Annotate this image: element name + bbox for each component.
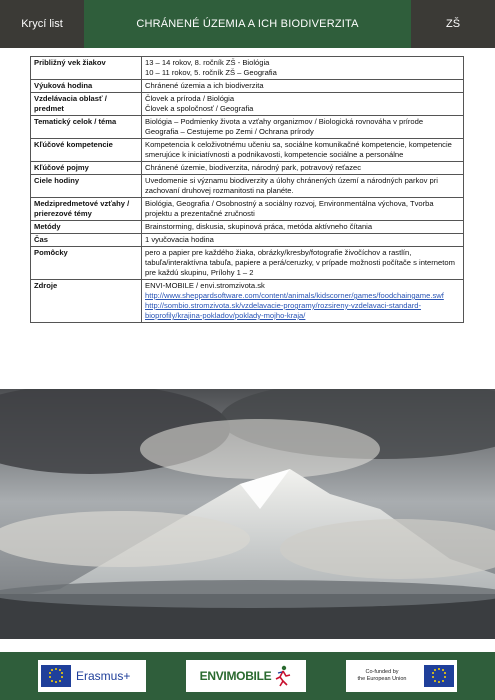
row-key: Čas [31, 234, 142, 247]
eu-flag-icon [424, 665, 454, 687]
row-value [142, 198, 464, 221]
row-key: Pomôcky [31, 247, 142, 280]
source-link-1[interactable]: http://www.sheppardsoftware.com/content/animals/kidscorner/games/foodchaingame.swf [145, 291, 444, 300]
running-figure-icon [274, 665, 292, 687]
row-value [142, 139, 464, 162]
row-value-line: 13 – 14 rokov, 8. ročník ZŠ - Biológia [145, 58, 270, 67]
row-key: Medzipredmetové vzťahy / prierezové témy [31, 198, 142, 221]
row-value [142, 80, 464, 93]
table-row [31, 175, 464, 198]
erasmus-logo [38, 660, 146, 692]
table-row [31, 57, 464, 80]
table-row [31, 198, 464, 221]
row-key: Ciele hodiny [31, 175, 142, 198]
row-value [142, 247, 464, 280]
eu-flag-icon [41, 665, 71, 687]
row-value-line: Uvedomenie si významu biodiverzity a úlohy chránených území a národných parkov pri zachovaní druhovej rozmanitosti na planéte. [145, 176, 438, 195]
row-value-line: pero a papier pre každého žiaka, obrázky/kresby/fotografie živočíchov a rastlín, tabuľa/interaktívna tabuľa, papiere a perá/ceruzky, v prípade možnosti počítače s internetom pre každú skupinu, Prílohy 1 – 2 [145, 248, 455, 277]
row-value-line: Kompetencia k celoživotnému učeniu sa, sociálne komunikačné kompetencie, kompetencie smerujúce k iniciatívnosti a podnikavosti, kompetencie sociálne a personálne [145, 140, 452, 159]
row-value [142, 57, 464, 80]
row-value [142, 221, 464, 234]
row-value-line: Človek a príroda / Biológia [145, 94, 235, 103]
row-key: Výuková hodina [31, 80, 142, 93]
row-key: Kľúčové pojmy [31, 162, 142, 175]
page-footer [0, 652, 495, 700]
table-row [31, 162, 464, 175]
table-row [31, 234, 464, 247]
header-level: ZŠ [411, 0, 495, 48]
row-key: Tematický celok / téma [31, 116, 142, 139]
row-value-line: 10 – 11 rokov, 5. ročník ZŠ – Geografia [145, 68, 277, 77]
row-value [142, 162, 464, 175]
eu-cofunded-text: Co-funded by the European Union [357, 669, 407, 682]
table-row [31, 280, 464, 323]
row-key: Približný vek žiakov [31, 57, 142, 80]
page-header [0, 0, 495, 48]
row-value-line: Biológia, Geografia / Osobnostný a sociálny rozvoj, Environmentálna výchova, Tvorba projektu a prezentačné zručnosti [145, 199, 434, 218]
table-row [31, 139, 464, 162]
row-key: Kľúčové kompetencie [31, 139, 142, 162]
row-value [142, 280, 464, 323]
row-value [142, 234, 464, 247]
lesson-info-table [30, 56, 464, 323]
source-link-2[interactable]: http://sombio.stromzivota.sk/vzdelavacie-programy/rozsireny-vzdelavaci-standard-bioprofily/krajina-pokladov/poklady-mojho-kraja/ [145, 301, 422, 320]
row-value [142, 93, 464, 116]
table-row [31, 247, 464, 280]
source-text: ENVI-MOBILE / envi.stromzivota.sk [145, 281, 265, 290]
mountain-landscape-image [0, 389, 495, 639]
header-label-cover-sheet: Krycí list [0, 0, 84, 48]
erasmus-label: Erasmus+ [76, 669, 131, 683]
table-row [31, 221, 464, 234]
row-value-line: Geografia – Cestujeme po Zemi / Ochrana prírody [145, 127, 314, 136]
table-row [31, 80, 464, 93]
envimobile-logo [186, 660, 306, 692]
envimobile-label: ENVIMOBILE [199, 669, 272, 683]
row-value-line: Biológia – Podmienky života a vzťahy organizmov / Biologická rovnováha v prírode [145, 117, 424, 126]
row-key: Zdroje [31, 280, 142, 323]
row-value-line: Brainstorming, diskusia, skupinová práca, metóda aktívneho čítania [145, 222, 373, 231]
row-value-line: 1 vyučovacia hodina [145, 235, 214, 244]
row-key: Vzdelávacia oblasť / predmet [31, 93, 142, 116]
row-value-line: Človek a spoločnosť / Geografia [145, 104, 254, 113]
row-value-line: Chránené územia a ich biodiverzita [145, 81, 264, 90]
row-value [142, 116, 464, 139]
table-row [31, 93, 464, 116]
header-title: CHRÁNENÉ ÚZEMIA A ICH BIODIVERZITA [84, 0, 411, 48]
table-row [31, 116, 464, 139]
mountain-photo [0, 389, 495, 639]
row-value [142, 175, 464, 198]
row-key: Metódy [31, 221, 142, 234]
eu-cofunded-logo [346, 660, 457, 692]
row-value-line: Chránené územie, biodiverzita, národný park, potravový reťazec [145, 163, 362, 172]
